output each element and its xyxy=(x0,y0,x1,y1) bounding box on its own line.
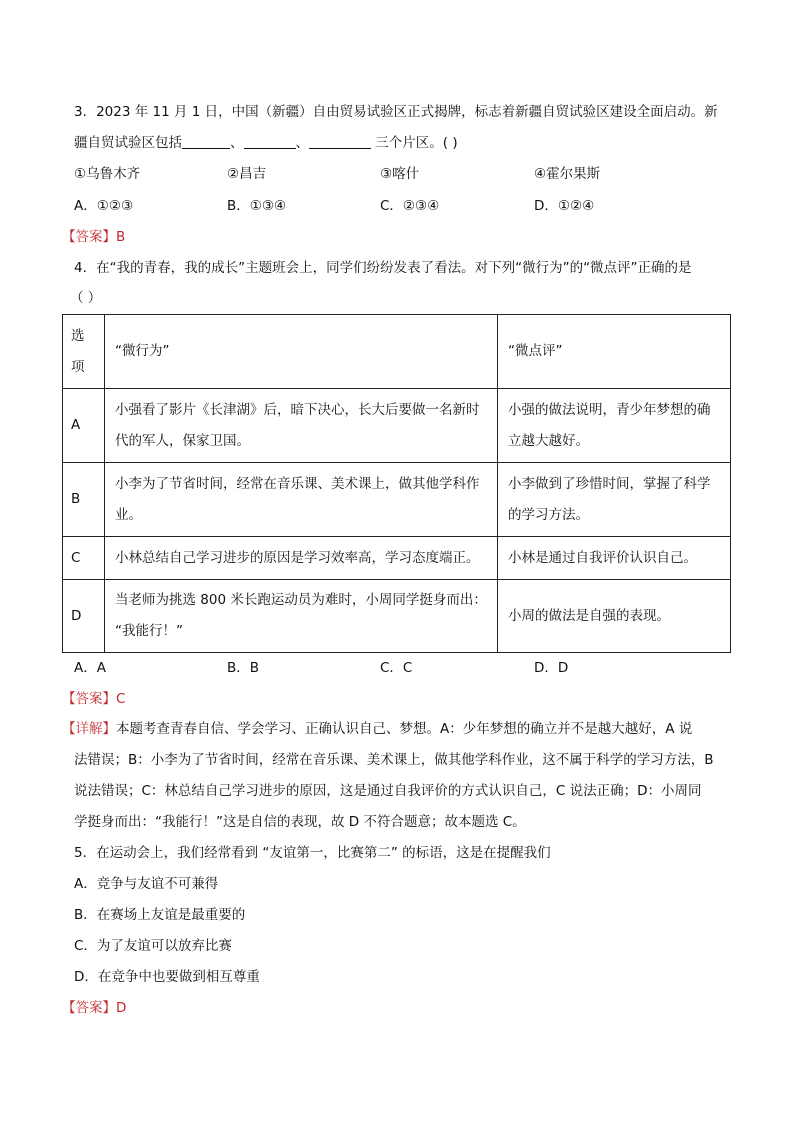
row-comment: 小强的做法说明，青少年梦想的确 立越大越好。 xyxy=(498,389,731,463)
q3-item-3: ③喀什 xyxy=(380,166,420,182)
q3-answer: 【答案】B xyxy=(62,229,126,245)
table-row xyxy=(63,463,731,537)
row-option: B xyxy=(63,463,105,537)
q3-option-a: A．①②③ xyxy=(74,198,134,214)
header-option-cell: 选 项 xyxy=(63,315,105,389)
blank-separator: 、 xyxy=(295,135,309,151)
q4-option-a: A．A xyxy=(74,660,106,676)
q3-stem-line2 xyxy=(74,133,458,153)
q4-detail-line4: 学挺身而出：“我能行！”这是自信的表现，故 D 不符合题意；故本题选 C。 xyxy=(74,814,526,830)
q4-answer: 【答案】C xyxy=(62,691,126,707)
table-row xyxy=(63,537,731,580)
blank-3 xyxy=(309,134,371,149)
q4-stem-line2: （ ） xyxy=(70,290,102,306)
q4-detail-line1 xyxy=(62,719,692,739)
q3-stem-text: 疆自贸试验区包括 xyxy=(74,135,182,151)
q4-option-c: C．C xyxy=(380,660,413,676)
q4-detail-line3: 说法错误；C：林总结自己学习进步的原因，这是通过自我评价的方式认识自己，C 说法正确；D：小周同 xyxy=(74,783,702,799)
row-comment: 小李做到了珍惜时间，掌握了科学 的学习方法。 xyxy=(498,463,731,537)
blank-2 xyxy=(244,134,296,149)
q4-option-d: D．D xyxy=(534,660,569,676)
q5-option-a: A．竞争与友谊不可兼得 xyxy=(74,876,219,892)
q5-answer: 【答案】D xyxy=(62,1000,127,1016)
blank-1 xyxy=(182,134,230,149)
row-option: C xyxy=(63,537,105,580)
q3-option-b: B．①③④ xyxy=(227,198,287,214)
q3-item-2: ②昌吉 xyxy=(227,166,267,182)
header-comment-cell: “微点评” xyxy=(498,315,731,389)
q5-option-b: B．在赛场上友谊是最重要的 xyxy=(74,907,246,923)
row-behavior: 当老师为挑选 800 米长跑运动员为难时，小周同学挺身而出： “我能行！” xyxy=(105,580,498,653)
row-behavior: 小林总结自己学习进步的原因是学习效率高，学习态度端正。 xyxy=(105,537,498,580)
q5-option-d: D．在竞争中也要做到相互尊重 xyxy=(74,969,260,985)
q3-stem-tail: 三个片区。( ) xyxy=(371,135,458,151)
q3-item-1: ①乌鲁木齐 xyxy=(74,166,141,182)
row-behavior: 小李为了节省时间，经常在音乐课、美术课上，做其他学科作 业。 xyxy=(105,463,498,537)
blank-separator: 、 xyxy=(230,135,244,151)
q4-stem-line1: 4．在“我的青春，我的成长”主题班会上，同学们纷纷发表了看法。对下列“微行为”的“微点评”正确的是 xyxy=(74,260,692,276)
q3-option-d: D．①②④ xyxy=(534,198,595,214)
header-behavior-cell: “微行为” xyxy=(105,315,498,389)
row-option: A xyxy=(63,389,105,463)
q3-option-c: C．②③④ xyxy=(380,198,440,214)
table-header-row xyxy=(63,315,731,389)
q5-stem: 5．在运动会上，我们经常看到 “友谊第一，比赛第二” 的标语，这是在提醒我们 xyxy=(74,845,551,861)
q3-item-4: ④霍尔果斯 xyxy=(534,166,601,182)
q5-option-c: C．为了友谊可以放弃比赛 xyxy=(74,938,232,954)
detail-text: 本题考查青春自信、学会学习、正确认识自己、梦想。A：少年梦想的确立并不是越大越好，A 说 xyxy=(116,721,693,737)
row-comment: 小林是通过自我评价认识自己。 xyxy=(498,537,731,580)
q3-stem-line1: 3．2023 年 11 月 1 日，中国（新疆）自由贸易试验区正式揭牌，标志着新疆自贸试验区建设全面启动。新 xyxy=(74,104,718,120)
q4-table xyxy=(62,314,731,653)
row-behavior: 小强看了影片《长津湖》后，暗下决心，长大后要做一名新时 代的军人，保家卫国。 xyxy=(105,389,498,463)
detail-label: 【详解】 xyxy=(62,721,116,737)
q4-detail-line2: 法错误；B：小李为了节省时间，经常在音乐课、美术课上，做其他学科作业，这不属于科学的学习方法，B xyxy=(74,752,714,768)
row-comment: 小周的做法是自强的表现。 xyxy=(498,580,731,653)
table-row xyxy=(63,389,731,463)
table-row xyxy=(63,580,731,653)
row-option: D xyxy=(63,580,105,653)
q4-option-b: B．B xyxy=(227,660,260,676)
